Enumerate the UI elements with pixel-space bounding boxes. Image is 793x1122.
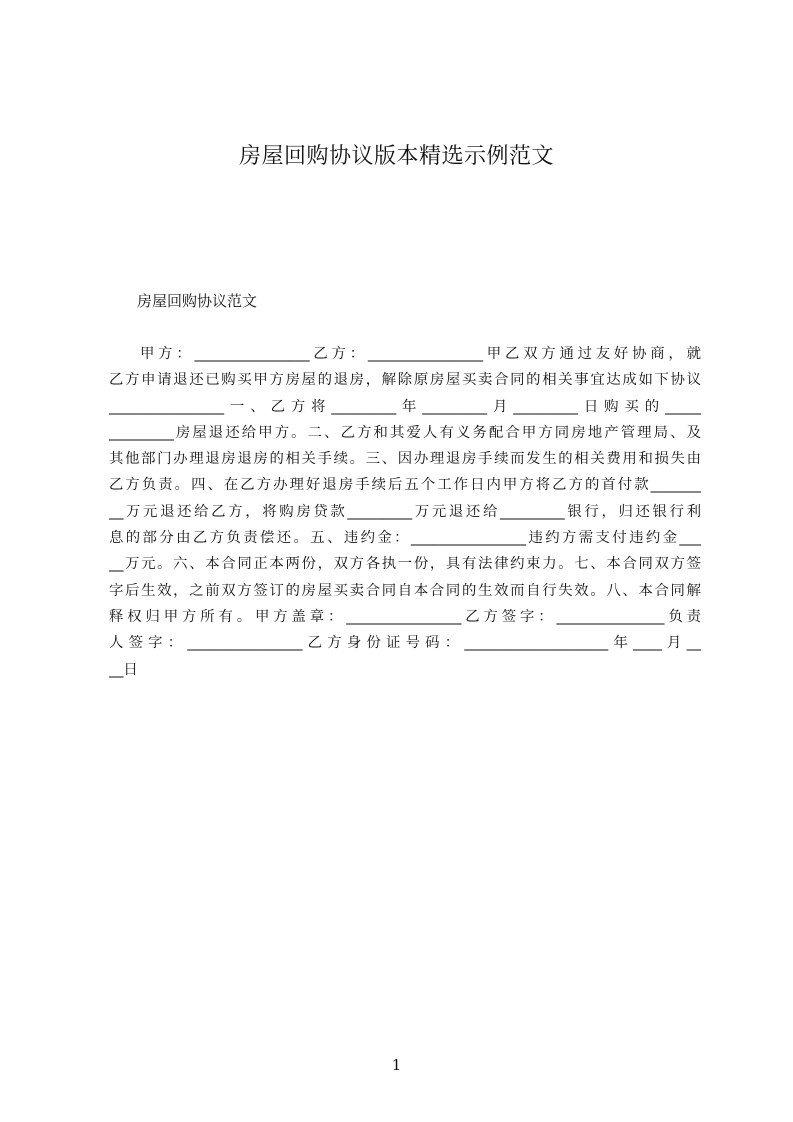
page-number: 1 bbox=[391, 1056, 402, 1074]
body-line: __万元。六、本合同正本两份，双方各执一份，具有法律约束力。七、本合同双方签 bbox=[109, 556, 701, 573]
document-title: 房屋回购协议版本精选示例范文 bbox=[238, 144, 554, 169]
body-line: 甲方：________________乙方：________________甲乙双方通过友好协商，就 bbox=[140, 346, 701, 362]
agreement-body bbox=[109, 343, 701, 685]
body-line: __日 bbox=[109, 661, 138, 678]
body-line: 乙方负责。四、在乙方办理好退房手续后五个工作日内甲方将乙方的首付款_______ bbox=[109, 477, 701, 494]
body-line: ________________一、乙方将_________年_________月_________日购买的_____ bbox=[109, 398, 701, 415]
body-line: 字后生效，之前双方签订的房屋买卖合同自本合同的生效而自行失效。八、本合同解 bbox=[109, 582, 701, 599]
body-line: 乙方申请退还已购买甲方房屋的退房，解除原房屋买卖合同的相关事宜达成如下协议 bbox=[109, 372, 701, 389]
body-line: __万元退还给乙方，将购房贷款_________万元退还给_________银行，归还银行利 bbox=[109, 503, 701, 520]
body-line: 其他部门办理退房退房的相关手续。三、因办理退房手续而发生的相关费用和损失由 bbox=[109, 451, 701, 468]
document-subtitle: 房屋回购协议范文 bbox=[137, 292, 258, 310]
body-line: _________房屋退还给甲方。二、乙方和其爱人有义务配合甲方同房地产管理局、及 bbox=[109, 424, 701, 441]
body-line: 人签字：________________乙方身份证号码：____________________年____月__ bbox=[109, 635, 701, 652]
body-line: 息的部分由乙方负责偿还。五、违约金：________________违约方需支付违约金___ bbox=[109, 530, 701, 547]
body-line: 释权归甲方所有。甲方盖章：________________乙方签字：_______________负责 bbox=[109, 608, 701, 625]
